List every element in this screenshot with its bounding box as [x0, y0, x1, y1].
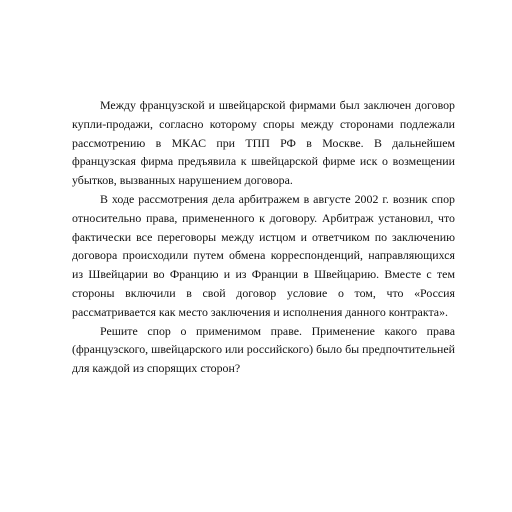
task-question-paragraph: Решите спор о применимом праве. Применение какого права (французского, швейцарского или российского) было бы предпочтительней для каждой из спорящих сторон? [72, 323, 455, 376]
arbitration-paragraph: В ходе рассмотрения дела арбитражем в августе 2002 г. возник спор относительно права, примененного к договору. Арбитраж установил, что фактически все переговоры между истцом и ответчиком по заключению договора происходили путем обмена корреспонденций, направляющихся из Швейцарии во Францию и из Франции в Швейцарию. Вместе с тем стороны включили в свой договор условие о том, что «Россия рассматривается как место заключения и исполнения данного контракта». [72, 191, 455, 319]
case-facts-paragraph: Между французской и швейцарской фирмами был заключен договор купли-продажи, согласно которому споры между сторонами подлежали рассмотрению в МКАС при ТПП РФ в Москве. В дальнейшем французская фирма предъявила к швейцарской фирме иск о возмещении убытков, вызванных нарушением договора. [72, 98, 455, 188]
